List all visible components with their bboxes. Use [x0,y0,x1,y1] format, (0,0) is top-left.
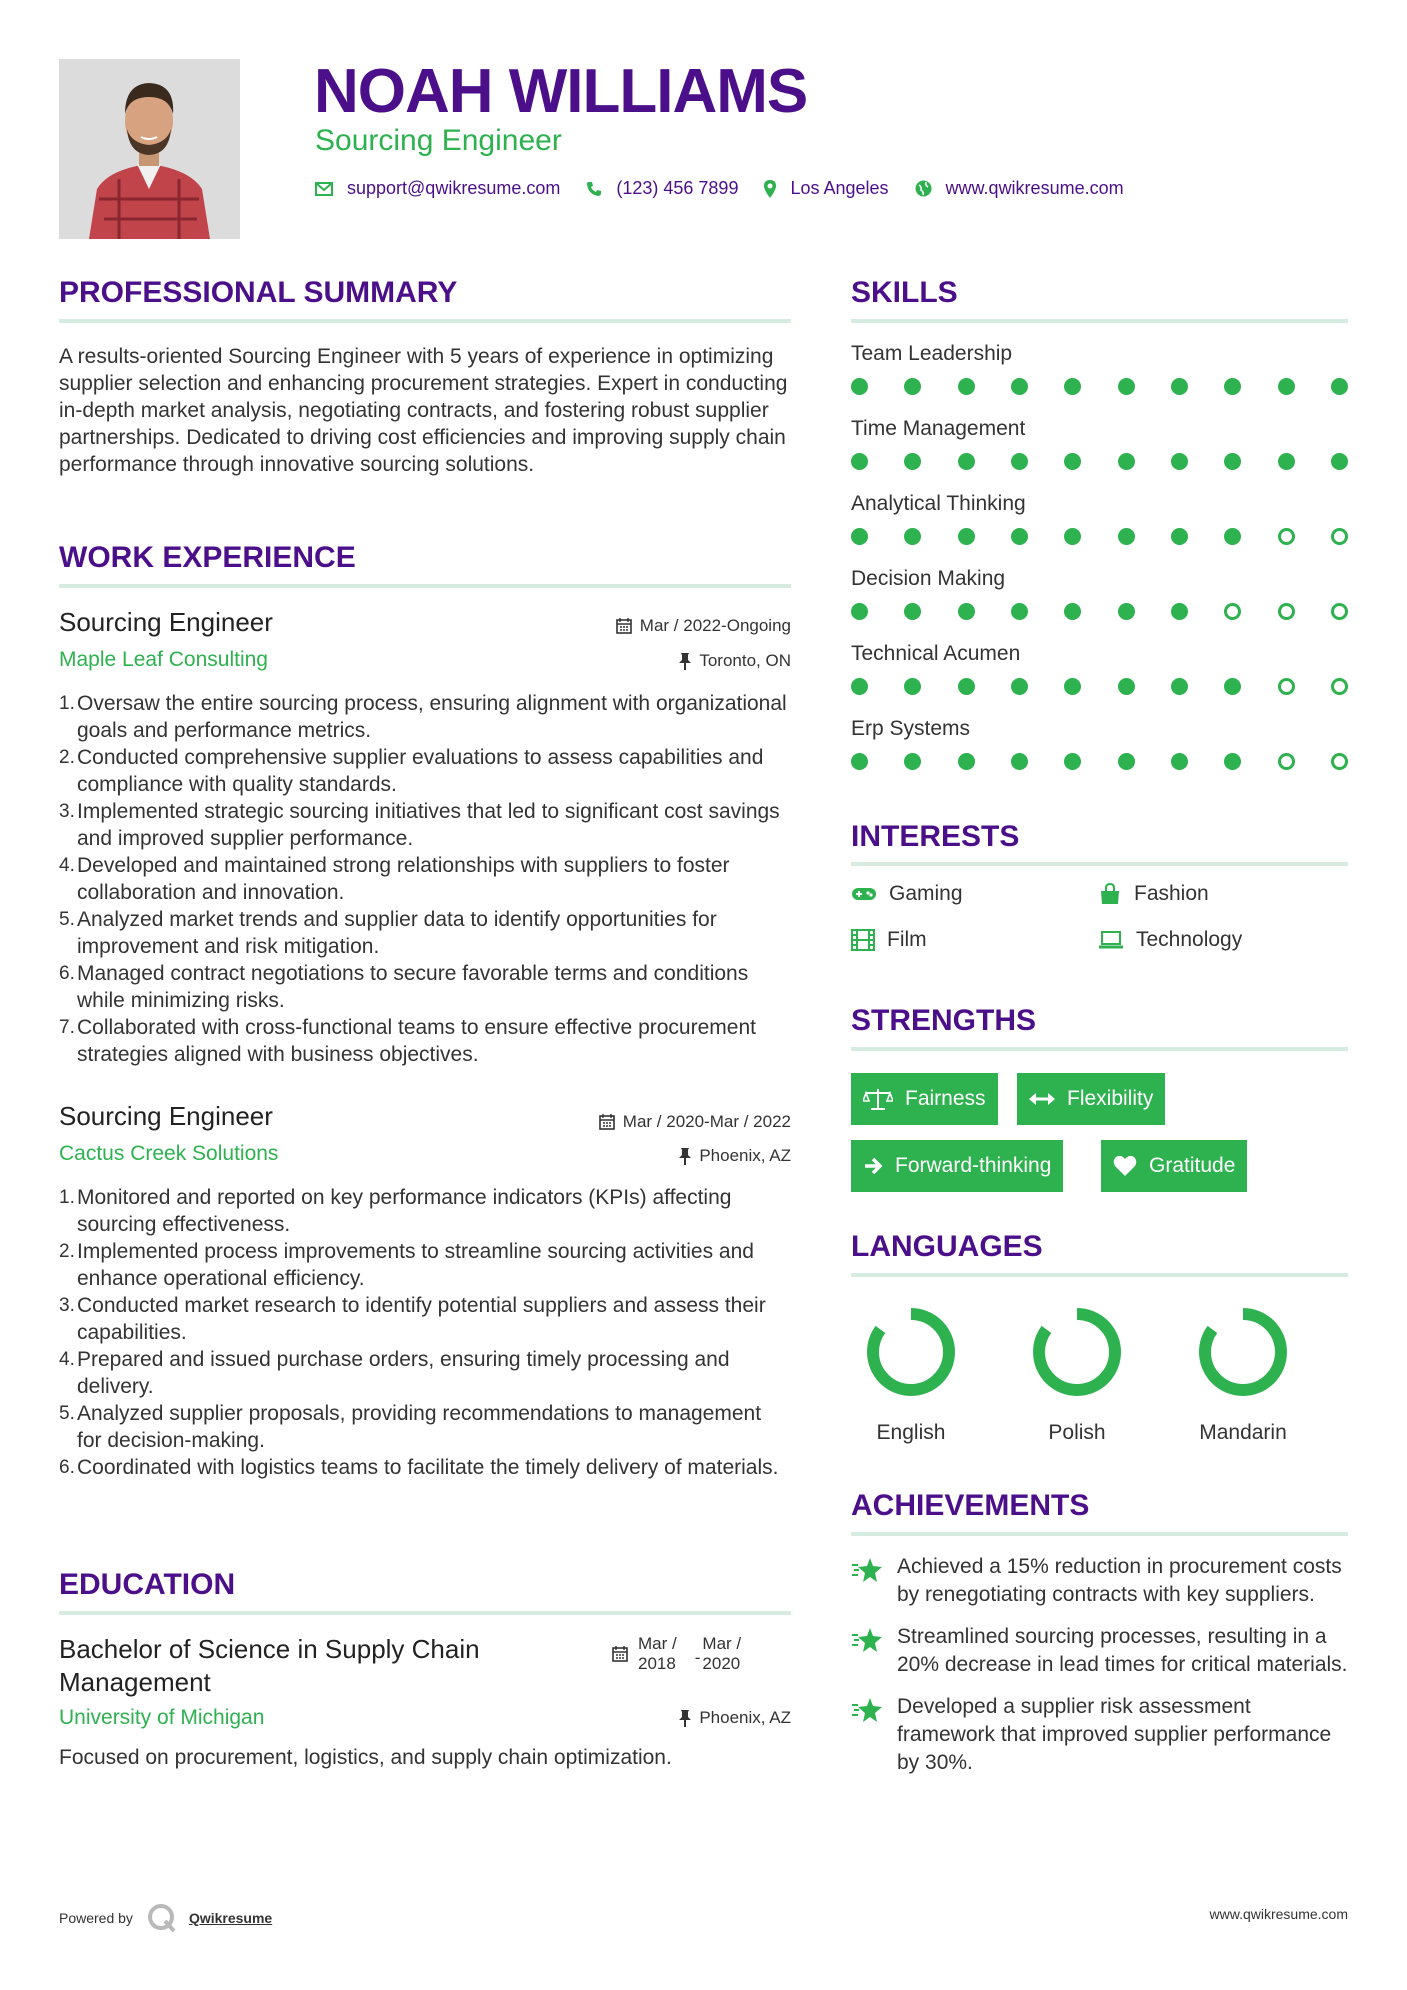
education-end-year: 2020 [702,1654,741,1673]
skill-name: Analytical Thinking [851,492,1026,515]
job-dates-text: Mar / 2022-Ongoing [639,616,791,635]
phone-icon [586,181,602,197]
language-gauge [1193,1302,1293,1402]
language-name: Mandarin [1199,1421,1287,1444]
skill-row [851,567,1348,642]
strength-chip-forward-thinking [851,1140,1063,1192]
strength-label: Forward-thinking [895,1154,1052,1177]
globe-icon [915,180,932,197]
skill-dot-filled [1224,453,1241,470]
skill-dot-filled [1171,453,1188,470]
strengths-heading: STRENGTHS [851,1004,1037,1037]
skill-dot-empty [1331,528,1348,545]
language-item [1017,1302,1137,1445]
languages-list [851,1302,1348,1445]
job-bullets [59,690,791,1068]
skill-dot-filled [851,378,868,395]
skill-dot-filled [958,528,975,545]
shopping-bag-icon [1098,883,1122,905]
skill-rating [851,528,1348,545]
degree-title: Bachelor of Science in Supply Chain Management [59,1634,480,1697]
skill-dot-filled [1011,453,1028,470]
skill-dot-empty [1224,603,1241,620]
skill-row [851,642,1348,717]
skill-dot-filled [904,678,921,695]
star-icon [851,1557,883,1583]
summary-text: A results-oriented Sourcing Engineer with 5 years of experience in optimizing supplier selection and enhancing procurement strategies. Expert in conducting in-depth market analysis, negotiating contracts, and fostering robust supplier partnerships. Dedicated to driving cost efficiencies and improving supply chain performance through innovative sourcing solutions. [59,345,788,476]
job-dates [480,1112,791,1132]
strength-chip-gratitude [1101,1140,1247,1192]
skills-heading: SKILLS [851,276,958,309]
arrows-horizontal-icon [1029,1092,1055,1106]
skill-row [851,342,1348,417]
calendar-icon [612,1646,628,1662]
job-company: Cactus Creek Solutions [59,1142,279,1165]
arrow-right-icon [863,1156,883,1176]
skill-dot-filled [1171,753,1188,770]
job-bullet: Prepared and issued purchase orders, ensuring timely processing and delivery. [77,1348,730,1398]
skill-dot-filled [1171,603,1188,620]
candidate-name: NOAH WILLIAMS [314,57,808,126]
achievement-item [851,1623,1348,1679]
skill-dot-filled [1224,753,1241,770]
skill-rating [851,453,1348,470]
skill-dot-filled [1011,753,1028,770]
laptop-icon [1098,930,1124,950]
job-bullet: Oversaw the entire sourcing process, ensuring alignment with organizational goals and performance metrics. [77,692,787,742]
job-bullet: Collaborated with cross-functional teams to ensure effective procurement strategies aligned with business objectives. [77,1016,756,1066]
school-name: University of Michigan [59,1706,265,1729]
education-description: Focused on procurement, logistics, and supply chain optimization. [59,1746,672,1769]
strengths-divider [851,1047,1348,1051]
skill-row [851,717,1348,792]
interest-fashion [1098,882,1209,906]
skill-dot-filled [1011,678,1028,695]
skill-name: Time Management [851,417,1026,440]
education-divider [59,1611,791,1615]
skill-dot-filled [1011,378,1028,395]
interests-heading: INTERESTS [851,820,1020,853]
footer-powered-by [59,1903,272,1933]
skill-row [851,417,1348,492]
languages-divider [851,1273,1348,1277]
contact-website[interactable]: www.qwikresume.com [945,178,1124,198]
contact-location: Los Angeles [790,178,889,198]
achievement-text: Streamlined sourcing processes, resulting in a 20% decrease in lead times for critical materials. [897,1625,1348,1676]
skill-dot-filled [1224,678,1241,695]
experience-heading: WORK EXPERIENCE [59,541,356,574]
skill-dot-filled [958,753,975,770]
job-title: Sourcing Engineer [59,607,273,637]
job-bullet: Managed contract negotiations to secure favorable terms and conditions while minimizing risks. [77,962,749,1012]
job-bullet: Implemented process improvements to streamline sourcing activities and enhance operational efficiency. [77,1240,754,1290]
skill-dot-filled [1171,678,1188,695]
skill-dot-filled [1064,753,1081,770]
skill-dot-filled [1118,378,1135,395]
skill-dot-filled [904,378,921,395]
skill-dot-empty [1331,753,1348,770]
skill-dot-filled [958,378,975,395]
skill-dot-filled [1064,453,1081,470]
job-location-text: Phoenix, AZ [699,1146,791,1165]
education-heading: EDUCATION [59,1568,236,1601]
language-item [1183,1302,1303,1445]
star-icon [851,1697,883,1723]
language-gauge-arc [873,1314,949,1390]
strength-chip-fairness [851,1073,998,1125]
person-photo-icon [59,59,240,239]
language-gauge [1027,1302,1127,1402]
skill-rating [851,678,1348,695]
job-location [480,1146,791,1166]
language-gauge-arc [1039,1314,1115,1390]
skill-dot-filled [904,603,921,620]
skill-dot-filled [1011,528,1028,545]
education-start [638,1634,677,1674]
skill-dot-filled [1224,378,1241,395]
language-item [851,1302,971,1445]
interests-divider [851,862,1348,866]
achievements-heading: ACHIEVEMENTS [851,1489,1090,1522]
skill-dot-filled [851,528,868,545]
skill-dot-empty [1331,678,1348,695]
summary-heading: PROFESSIONAL SUMMARY [59,276,458,309]
education-dash: - [694,1648,701,1667]
interest-film [851,928,927,952]
profile-photo [59,59,240,239]
skill-dot-empty [1278,753,1295,770]
interest-label: Gaming [889,882,963,905]
skill-dot-filled [1064,528,1081,545]
achievement-item [851,1693,1348,1777]
education-end-month: Mar / [702,1634,742,1653]
skill-dot-filled [904,528,921,545]
skill-name: Decision Making [851,567,1006,590]
skill-dot-filled [851,453,868,470]
interest-label: Technology [1136,928,1243,951]
job-location [480,651,791,671]
education-location [480,1708,791,1728]
skill-dot-filled [904,453,921,470]
skill-dot-empty [1278,528,1295,545]
skills-list [851,342,1348,792]
interest-label: Fashion [1134,882,1209,905]
education-start-month: Mar / [638,1634,677,1653]
achievements-list [851,1553,1348,1777]
skill-dot-empty [1278,678,1295,695]
experience-divider [59,584,791,588]
skill-rating [851,753,1348,770]
skill-row [851,492,1348,567]
job-bullet: Conducted market research to identify potential suppliers and assess their capabilities. [77,1294,766,1344]
qwikresume-link[interactable]: Qwikresume [188,1910,273,1926]
strength-label: Fairness [905,1087,986,1110]
skill-dot-filled [904,753,921,770]
skill-dot-filled [958,453,975,470]
skill-rating [851,378,1348,395]
language-gauge [861,1302,961,1402]
skill-dot-filled [1171,528,1188,545]
job-dates [480,616,791,636]
skill-dot-empty [1331,603,1348,620]
job-company: Maple Leaf Consulting [59,648,268,671]
strength-label: Gratitude [1149,1154,1236,1177]
envelope-icon [315,182,333,196]
skill-dot-empty [1278,603,1295,620]
job-dates-text: Mar / 2020-Mar / 2022 [622,1112,791,1131]
skill-dot-filled [1278,453,1295,470]
job-bullets [59,1184,791,1481]
skill-dot-filled [958,678,975,695]
job-bullet: Implemented strategic sourcing initiatives that led to significant cost savings and improved supplier performance. [77,800,780,850]
pin-icon [679,653,691,670]
skill-dot-filled [958,603,975,620]
skill-dot-filled [1171,378,1188,395]
skill-name: Team Leadership [851,342,1013,365]
skills-divider [851,319,1348,323]
interest-gaming [851,882,963,906]
powered-by-label: Powered by [59,1910,133,1926]
skill-dot-filled [1224,528,1241,545]
calendar-icon [599,1114,615,1130]
job-bullet: Analyzed supplier proposals, providing recommendations to management for decision-making. [77,1402,762,1452]
education-start-year: 2018 [638,1654,676,1673]
qwikresume-logo-icon [147,1903,177,1933]
skill-name: Technical Acumen [851,642,1021,665]
achievement-item [851,1553,1348,1609]
map-marker-icon [764,180,776,198]
skill-dot-filled [1331,453,1348,470]
skill-dot-filled [1331,378,1348,395]
calendar-icon [616,618,632,634]
skill-dot-filled [1118,753,1135,770]
interest-technology [1098,928,1242,952]
job-bullet: Coordinated with logistics teams to facilitate the timely delivery of materials. [77,1456,779,1479]
strength-chip-flexibility [1017,1073,1165,1125]
job-bullet: Monitored and reported on key performance indicators (KPIs) affecting sourcing effectiveness. [77,1186,732,1236]
skill-dot-filled [1064,678,1081,695]
skill-dot-filled [851,753,868,770]
strength-label: Flexibility [1067,1087,1154,1110]
contact-phone[interactable]: (123) 456 7899 [616,178,739,198]
language-name: English [876,1421,946,1444]
skill-dot-filled [1118,453,1135,470]
skill-dot-filled [1118,603,1135,620]
job-bullet: Conducted comprehensive supplier evaluations to assess capabilities and compliance with quality standards. [77,746,764,796]
languages-heading: LANGUAGES [851,1230,1043,1263]
skill-name: Erp Systems [851,717,971,740]
achievements-divider [851,1532,1348,1536]
skill-dot-filled [1064,378,1081,395]
skill-rating [851,603,1348,620]
skill-dot-filled [851,603,868,620]
skill-dot-filled [1011,603,1028,620]
footer-website[interactable]: www.qwikresume.com [1209,1906,1348,1922]
language-gauge-arc [1205,1314,1281,1390]
education-end [702,1634,741,1674]
education-dates [612,1634,792,1674]
education-location-text: Phoenix, AZ [699,1708,791,1727]
gamepad-icon [851,885,877,903]
skill-dot-filled [851,678,868,695]
skill-dot-filled [1118,528,1135,545]
contact-bar [315,178,1150,199]
language-name: Polish [1048,1421,1106,1444]
pin-icon [679,1710,691,1727]
interest-label: Film [887,928,927,951]
balance-scale-icon [863,1087,893,1111]
summary-divider [59,319,791,323]
film-icon [851,929,875,951]
skill-dot-filled [1118,678,1135,695]
skill-dot-filled [1064,603,1081,620]
job-bullet: Analyzed market trends and supplier data to identify opportunities for improvement and risk mitigation. [77,908,717,958]
achievement-text: Achieved a 15% reduction in procurement costs by renegotiating contracts with key suppliers. [897,1555,1342,1606]
skill-dot-filled [1278,378,1295,395]
achievement-text: Developed a supplier risk assessment framework that improved supplier performance by 30%. [897,1695,1332,1774]
heart-icon [1113,1155,1137,1177]
star-icon [851,1627,883,1653]
candidate-title: Sourcing Engineer [315,124,562,157]
pin-icon [679,1148,691,1165]
job-location-text: Toronto, ON [699,651,791,670]
job-title: Sourcing Engineer [59,1101,273,1131]
contact-email[interactable]: support@qwikresume.com [347,178,561,198]
job-bullet: Developed and maintained strong relationships with suppliers to foster collaboration and innovation. [77,854,730,904]
